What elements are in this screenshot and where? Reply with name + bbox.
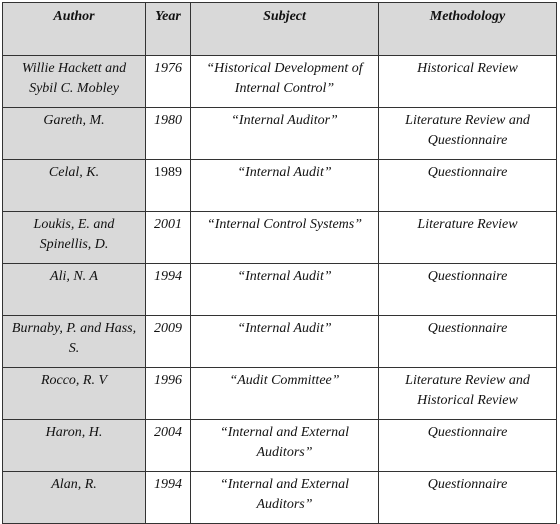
author-cell: Haron, H. bbox=[3, 420, 146, 472]
methodology-cell: Questionnaire bbox=[379, 420, 557, 472]
author-cell: Loukis, E. and Spinellis, D. bbox=[3, 212, 146, 264]
author-cell: Rocco, R. V bbox=[3, 368, 146, 420]
author-cell: Alan, R. bbox=[3, 472, 146, 524]
table-row bbox=[3, 472, 557, 524]
author-cell: Burnaby, P. and Hass, S. bbox=[3, 316, 146, 368]
header-methodology: Methodology bbox=[379, 3, 557, 56]
year-cell: 1976 bbox=[146, 56, 191, 108]
methodology-cell: Historical Review bbox=[379, 56, 557, 108]
header-year: Year bbox=[146, 3, 191, 56]
year-cell: 1994 bbox=[146, 264, 191, 316]
header-author: Author bbox=[3, 3, 146, 56]
methodology-cell: Literature Review and Questionnaire bbox=[379, 108, 557, 160]
table-row bbox=[3, 420, 557, 472]
year-cell: 2009 bbox=[146, 316, 191, 368]
author-cell: Gareth, M. bbox=[3, 108, 146, 160]
author-cell: Celal, K. bbox=[3, 160, 146, 212]
table-row bbox=[3, 108, 557, 160]
subject-cell: “Internal Auditor” bbox=[191, 108, 379, 160]
table-row bbox=[3, 264, 557, 316]
methodology-cell: Literature Review bbox=[379, 212, 557, 264]
methodology-cell: Questionnaire bbox=[379, 160, 557, 212]
subject-cell: “Historical Development of Internal Control” bbox=[191, 56, 379, 108]
year-cell: 2001 bbox=[146, 212, 191, 264]
table-row bbox=[3, 160, 557, 212]
header-subject: Subject bbox=[191, 3, 379, 56]
author-cell: Willie Hackett and Sybil C. Mobley bbox=[3, 56, 146, 108]
methodology-cell: Literature Review and Historical Review bbox=[379, 368, 557, 420]
author-cell: Ali, N. A bbox=[3, 264, 146, 316]
year-cell: 1980 bbox=[146, 108, 191, 160]
subject-cell: “Internal Audit” bbox=[191, 316, 379, 368]
subject-cell: “Internal Control Systems” bbox=[191, 212, 379, 264]
subject-cell: “Internal and External Auditors” bbox=[191, 420, 379, 472]
subject-cell: “Internal and External Auditors” bbox=[191, 472, 379, 524]
year-cell: 2004 bbox=[146, 420, 191, 472]
table-row bbox=[3, 212, 557, 264]
literature-review-table bbox=[2, 2, 557, 524]
header-row bbox=[3, 3, 557, 56]
subject-cell: “Internal Audit” bbox=[191, 264, 379, 316]
year-cell: 1996 bbox=[146, 368, 191, 420]
subject-cell: “Audit Committee” bbox=[191, 368, 379, 420]
methodology-cell: Questionnaire bbox=[379, 316, 557, 368]
methodology-cell: Questionnaire bbox=[379, 472, 557, 524]
table-row bbox=[3, 56, 557, 108]
methodology-cell: Questionnaire bbox=[379, 264, 557, 316]
table-row bbox=[3, 316, 557, 368]
subject-cell: “Internal Audit” bbox=[191, 160, 379, 212]
year-cell: 1989 bbox=[146, 160, 191, 212]
table-row bbox=[3, 368, 557, 420]
year-cell: 1994 bbox=[146, 472, 191, 524]
